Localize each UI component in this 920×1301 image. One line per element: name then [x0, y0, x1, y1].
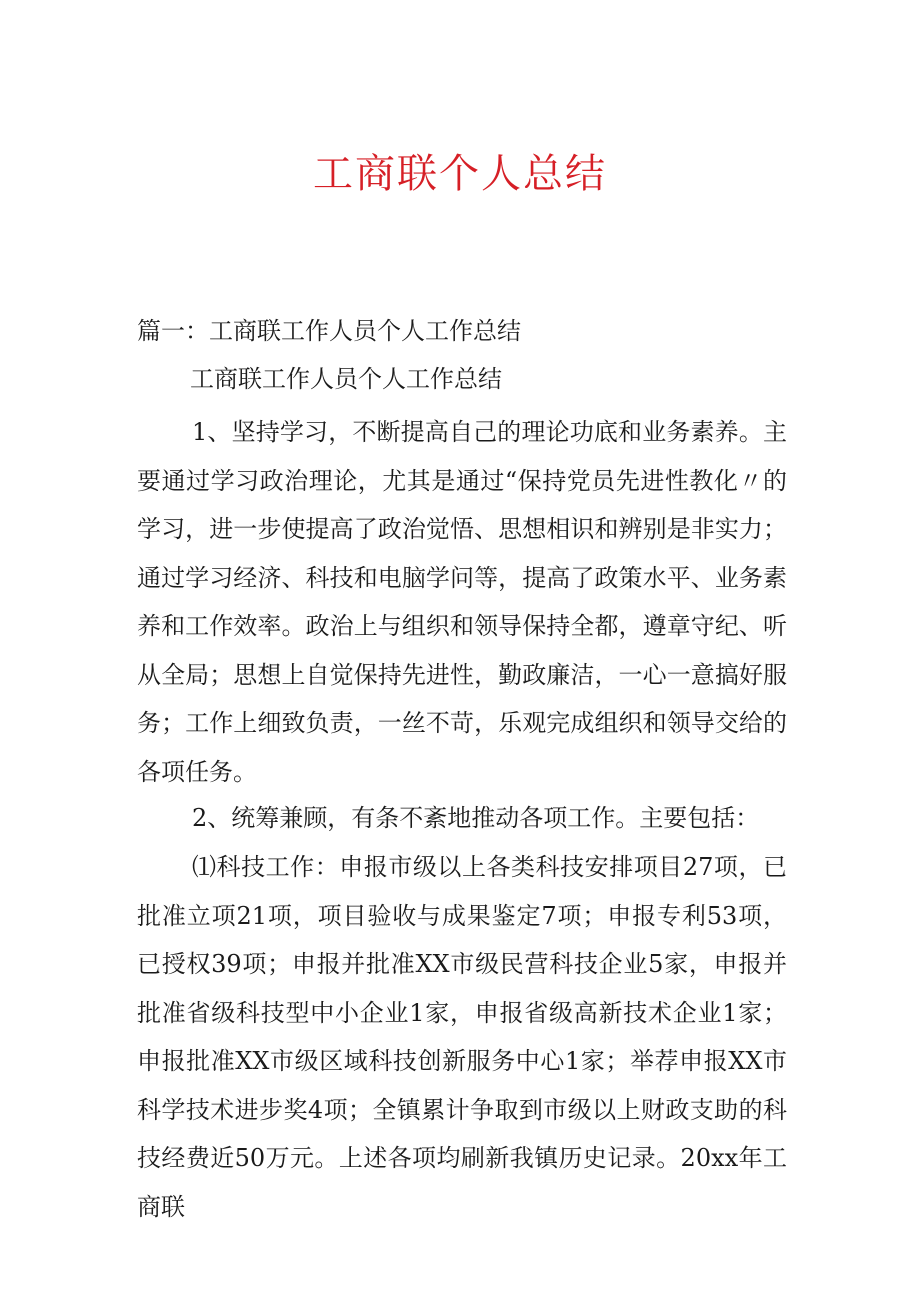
paragraph-coordination: 2、统筹兼顾，有条不紊地推动各项工作。主要包括：	[192, 804, 760, 832]
subheading: 工商联工作人员个人工作总结	[190, 365, 502, 393]
paragraph-study: 1、坚持学习，不断提高自己的理论功底和业务素养。主要通过学习政治理论，尤其是通过“保持党员先进性教化〃的学习，进一步使提高了政治觉悟、思想相识和辨别是非实力；通过学习经济、科技和电脑学问等，提高了政策水平、业务素养和工作效率。政治上与组织和领导保持全都，遵章守纪、听从全局；思想上自觉保持先进性，勤政廉洁，一心一意搞好服务；工作上细致负责，一丝不苛，乐观完成组织和领导交给的各项任务。	[137, 418, 787, 786]
paragraph-tech-work: ⑴科技工作：申报市级以上各类科技安排项目27项，已批准立项21项，项目验收与成果鉴定7项；申报专利53项，已授权39项；申报并批准XX市级民营科技企业5家，申报并批准省级科技型中小企业1家，申报省级高新技术企业1家；申报批准XX市级区域科技创新服务中心1家；举荐申报XX市科学技术进步奖4项；全镇累计争取到市级以上财政支助的科技经费近50万元。上述各项均刷新我镇历史记录。20xx年工商联	[137, 853, 787, 1221]
section-heading: 篇一：工商联工作人员个人工作总结	[137, 317, 521, 345]
document-title: 工商联个人总结	[313, 151, 607, 197]
